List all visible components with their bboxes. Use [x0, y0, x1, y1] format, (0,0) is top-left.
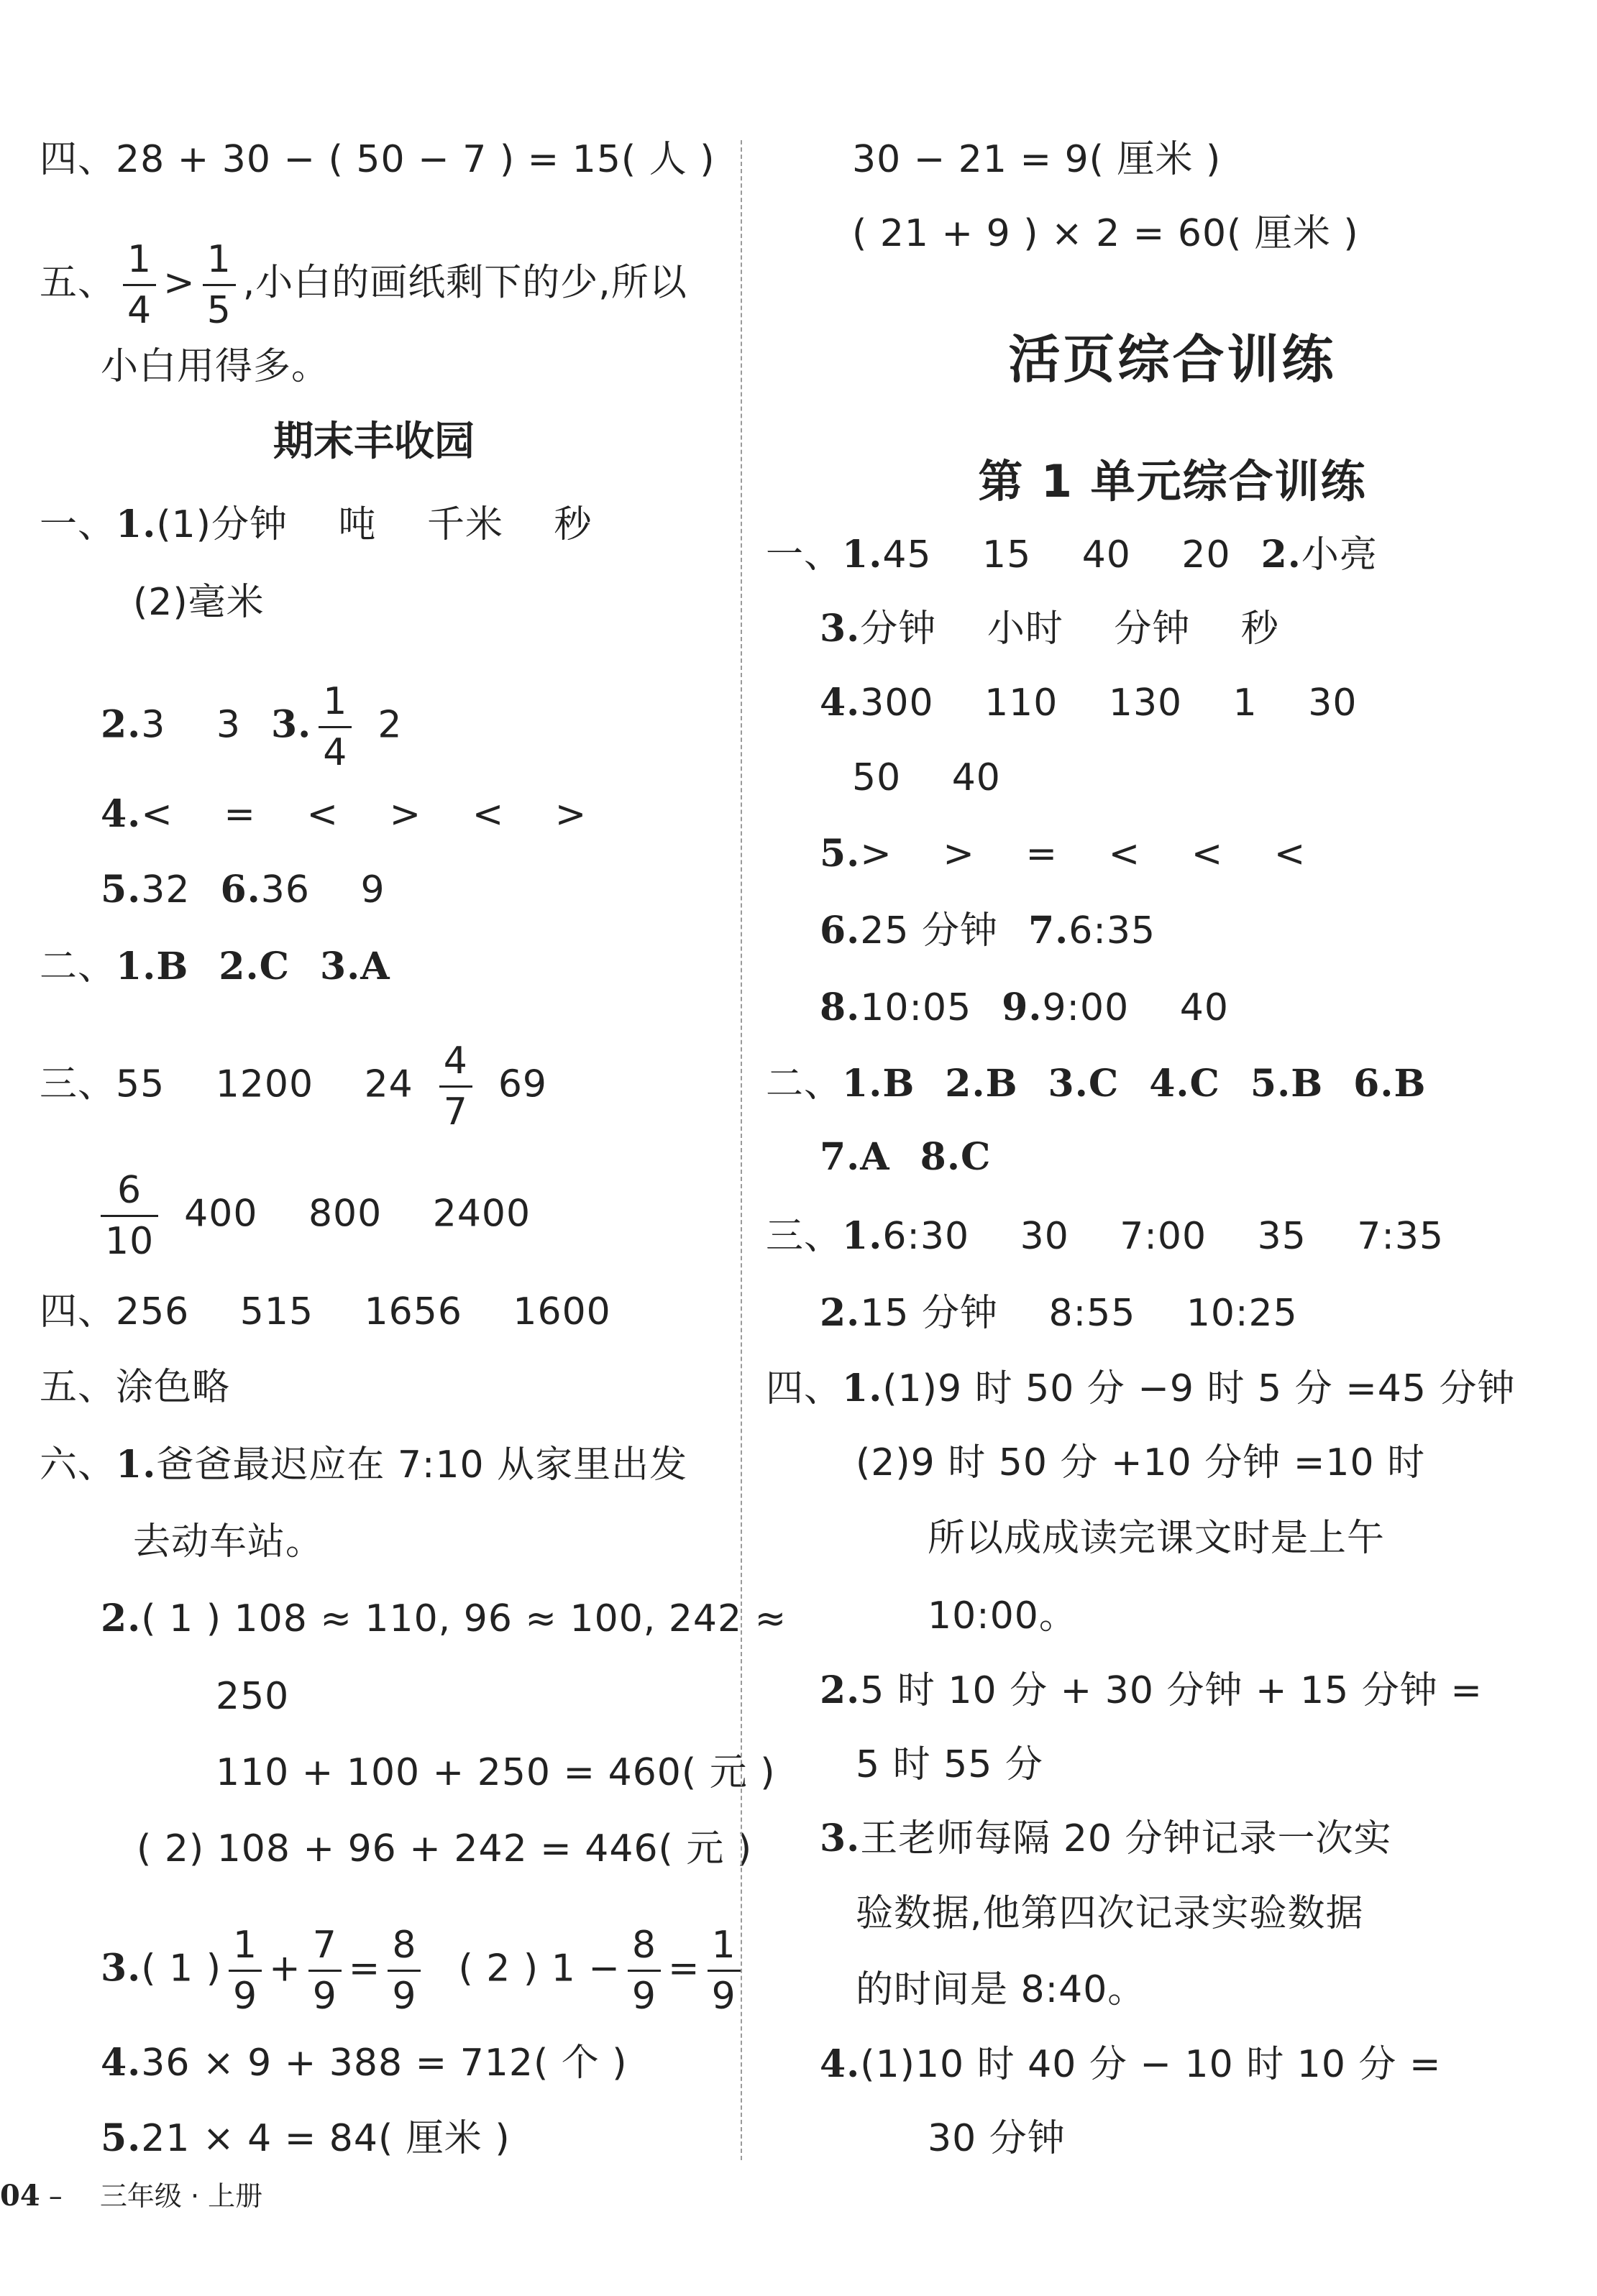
answer-line: 30 分钟 — [928, 2117, 1066, 2160]
answer-line: 二、1.B 2.B 3.C 4.C 5.B 6.B — [766, 1062, 1427, 1106]
column-divider — [741, 140, 742, 2160]
answer-line: ( 21 + 9 ) × 2 = 60( 厘米 ) — [852, 212, 1359, 255]
answer-line: 一、1.(1)分钟 吨 千米 秒 — [40, 502, 592, 546]
answer-line: 的时间是 8:40。 — [856, 1968, 1146, 2011]
answer-line: 5.21 × 4 = 84( 厘米 ) — [101, 2116, 511, 2160]
answer-line: 三、55 1200 24 $\frac{4}{7}$ 69 — [40, 1039, 548, 1134]
section-marker: 五、 — [40, 261, 116, 305]
answer-line: 2.( 1 ) 108 ≈ 110, 96 ≈ 100, 242 ≈ — [101, 1597, 787, 1640]
footer-dash: – — [48, 2180, 63, 2212]
answer-line: $\frac{6}{10}$ 400 800 2400 — [93, 1172, 531, 1260]
answer-line: (2)毫米 — [133, 581, 265, 624]
answer-line: 250 — [216, 1675, 290, 1718]
answer-line: 30 − 21 = 9( 厘米 ) — [852, 138, 1222, 181]
answer-line: 二、1.B 2.C 3.A — [40, 945, 390, 988]
answer-line: 3.王老师每隔 20 分钟记录一次实 — [820, 1817, 1392, 1860]
answer-line: 4.36 × 9 + 388 = 712( 个 ) — [101, 2041, 628, 2085]
fraction: $\frac{1}{4}$ — [319, 683, 352, 771]
fraction: $\frac{8}{9}$ — [388, 1927, 421, 2015]
page-title: 活页综合训练 — [1008, 329, 1337, 390]
answer-line: 小白用得多。 — [101, 345, 330, 388]
answer-line: 去动车站。 — [133, 1520, 324, 1563]
answer-line: 4.300 110 130 1 30 — [820, 681, 1358, 725]
answer-line: 五、 $\frac{1}{4}$ > $\frac{1}{5}$ ,小白的画纸剩下的少,所以 — [40, 238, 687, 332]
answer-line: 所以成成读完课文时是上午 — [928, 1517, 1386, 1560]
answer-line: 50 40 — [852, 756, 1001, 799]
page-number: 04 — [0, 2179, 40, 2213]
fraction: $\frac{8}{9}$ — [628, 1927, 661, 2015]
fraction: $\frac{6}{10}$ — [101, 1172, 158, 1260]
answer-line: 110 + 100 + 250 = 460( 元 ) — [216, 1751, 776, 1794]
answer-line: 5.32 6.36 9 — [101, 868, 385, 911]
answer-line: 一、1.45 15 40 20 2.小亮 — [766, 533, 1378, 577]
answer-line: 8.10:05 9.9:00 40 — [820, 986, 1229, 1029]
page-footer — [0, 2178, 262, 2214]
answer-line: 三、1.6:30 30 7:00 35 7:35 — [766, 1214, 1445, 1258]
fraction: $\frac{7}{9}$ — [308, 1927, 342, 2015]
answer-line: 5 时 55 分 — [856, 1743, 1043, 1786]
answer-line: 验数据,他第四次记录实验数据 — [856, 1892, 1364, 1935]
fraction: $\frac{1}{9}$ — [229, 1927, 262, 2015]
answer-line: ( 2) 108 + 96 + 242 = 446( 元 ) — [137, 1827, 753, 1870]
answer-line: 五、涂色略 — [40, 1366, 231, 1409]
answer-line: 四、28 + 30 − ( 50 − 7 ) = 15( 人 ) — [40, 138, 715, 181]
answer-line: 六、1.爸爸最迟应在 7:10 从家里出发 — [40, 1443, 688, 1487]
answer-line: 四、1.(1)9 时 50 分 −9 时 5 分 =45 分钟 — [766, 1367, 1516, 1410]
answer-line: 3.分钟 小时 分钟 秒 — [820, 607, 1279, 651]
section-heading: 期末丰收园 — [273, 418, 475, 465]
answer-line: 5.> > = < < < — [820, 832, 1307, 876]
fraction: $\frac{1}{4}$ — [123, 241, 156, 329]
answer-line: 10:00。 — [928, 1594, 1077, 1638]
answer-line: 四、256 515 1656 1600 — [40, 1290, 611, 1333]
unit-title: 第 1 单元综合训练 — [978, 455, 1367, 508]
answer-line: 7.A 8.C — [820, 1135, 992, 1179]
item-number: 1. — [116, 502, 157, 546]
answer-line: 2.3 3 3. $\frac{1}{4}$ 2 — [101, 680, 403, 774]
fraction: $\frac{4}{7}$ — [439, 1042, 472, 1131]
fraction: $\frac{1}{5}$ — [203, 241, 236, 329]
fraction: $\frac{1}{9}$ — [708, 1927, 741, 2015]
answer-line: 4.< = < > < > — [101, 792, 587, 836]
answer-line: 3.( 1 ) $\frac{1}{9}$ + $\frac{7}{9}$ = $\frac{8}{9}$ ( 2 ) 1 − $\frac{8}{9}$ = $\frac{1}{9}$ — [101, 1927, 748, 2015]
answer-line: (2)9 时 50 分 +10 分钟 =10 时 — [856, 1441, 1426, 1484]
answer-line: 4.(1)10 时 40 分 − 10 时 10 分 = — [820, 2042, 1442, 2086]
answer-line: 2.5 时 10 分 + 30 分钟 + 15 分钟 = — [820, 1668, 1483, 1712]
answer-line: 6.25 分钟 7.6:35 — [820, 909, 1156, 952]
answer-line: 2.15 分钟 8:55 10:25 — [820, 1291, 1298, 1335]
grade-label: 三年级 · 上册 — [99, 2180, 263, 2212]
